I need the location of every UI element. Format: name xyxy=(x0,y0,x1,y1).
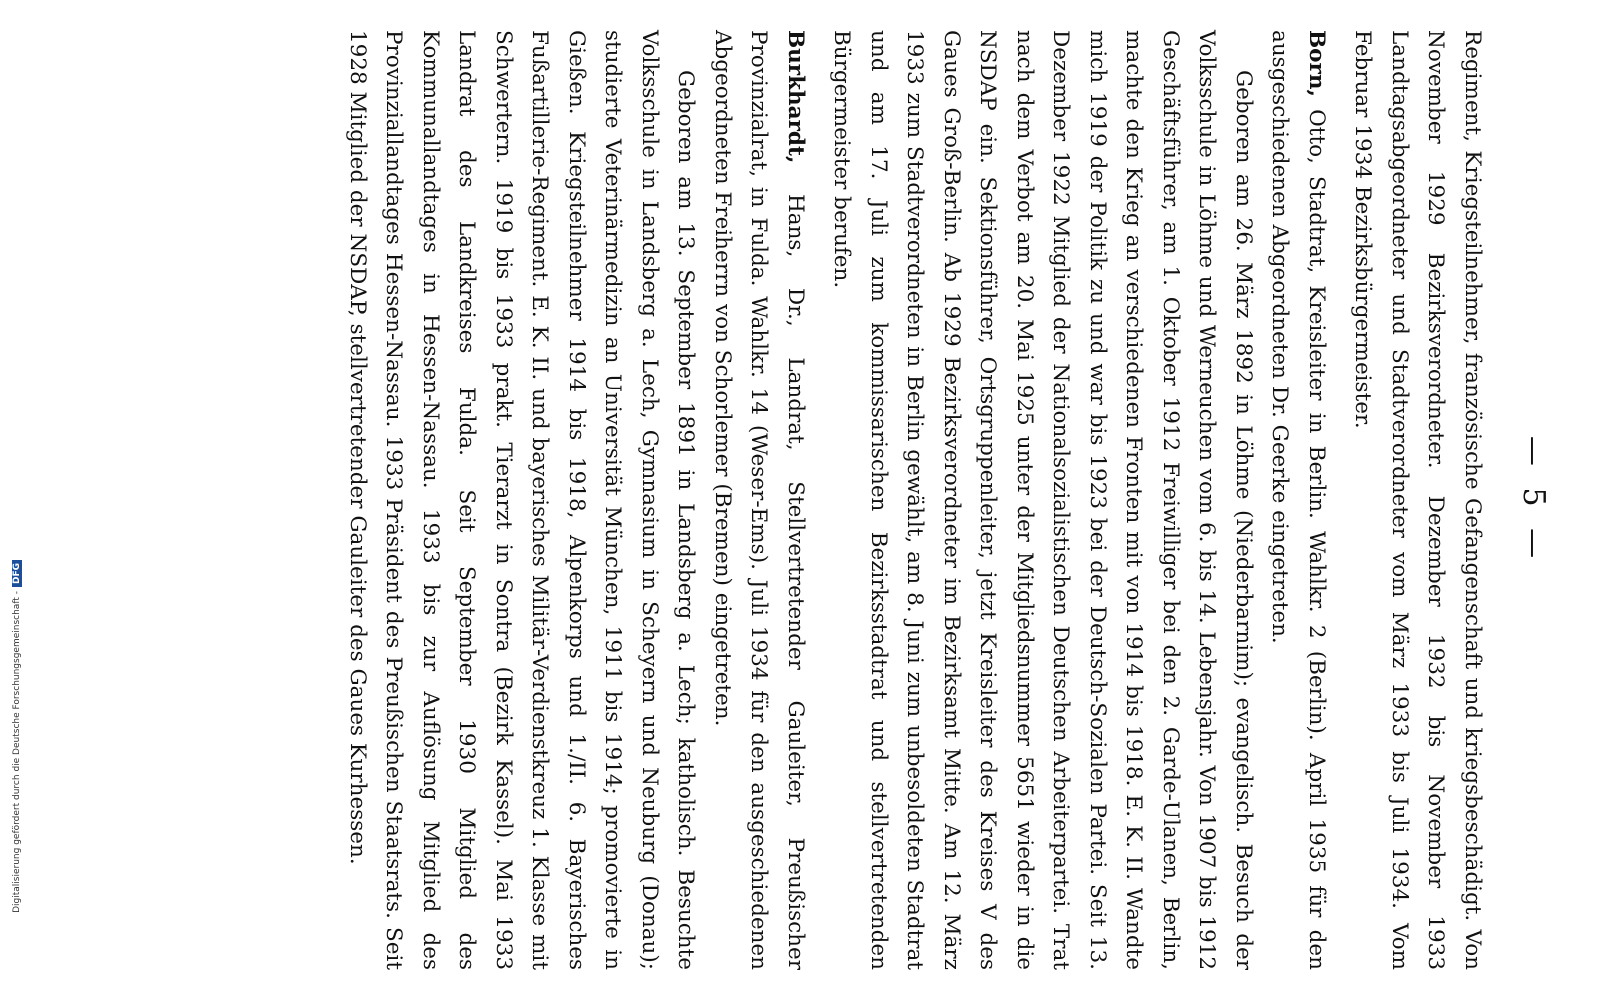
page-number: — 5 — xyxy=(1515,435,1551,565)
credit-text: Digitalisierung gefördert durch die Deutsche Forschungsgemeinschaft - xyxy=(12,591,22,913)
entry-burkhardt xyxy=(338,30,813,970)
scanned-page xyxy=(131,30,1551,970)
entry-header-text: Hans, Dr., Landrat, Stellvertretender Gauleiter, Preußischer Provinzialrat, in Fulda. Wahlkr. 14 (Weser-Ems). Juli 1934 für den ausgeschiedenen Abgeordneten Freiherrn von Schorlemer (Bremen) eingetreten. xyxy=(709,30,808,970)
continuation-paragraph: Regiment, Kriegsteilnehmer, französische Gefangenschaft und kriegsbeschädigt. Von November 1929 Bezirksverordneter. Dezember 1932 bis November 1933 Landtagsabgeordneter und Stadtverordneter vom März 1933 bis Juli 1934. Vom Februar 1934 Bezirksbürgermeister. xyxy=(1350,30,1485,970)
entry-biography: Geboren am 26. März 1892 in Löhme (Niederbarnim); evangelisch. Besuch der Volksschule in Löhme und Werneuchen vom 6. bis 14. Lebensjahr. Von 1907 bis 1912 Geschäftsführer, am 1. Oktober 1912 Freiwilliger bei den 2. Garde-Ulanen, Berlin, machte den Krieg an verschiedenen Fronten mit von 1914 bis 1918. E. K. II. Wandte mich 1919 der Politik zu und war bis 1923 bei der Deutsch-Sozialen Partei. Seit 13. Dezember 1922 Mitglied der Nationalsozialistischen Deutschen Arbeiterpartei. Trat nach dem Verbot am 20. Mai 1925 unter der Mitgliedsnummer 5651 wieder in die NSDAP ein. Sektionsführer, Ortsgruppenleiter, jetzt Kreisleiter des Kreises V des Gaues Groß-Berlin. Ab 1929 Bezirksverordneter im Bezirksamt Mitte. Am 12. März 1933 zum Stadtverordneten in Berlin gewählt, am 8. Juni zum unbesoldeten Stadtrat und am 17. Juli zum kommissarischen Bezirksstadtrat und stellvertretenden Bürgermeister berufen. xyxy=(829,30,1256,970)
entry-header-text: Otto, Stadtrat, Kreisleiter in Berlin. Wahlkr. 2 (Berlin). April 1935 für den ausgeschiedenen Abgeordneten Dr. Geerke eingetreten. xyxy=(1267,30,1329,970)
entry-header xyxy=(703,30,813,970)
entry-name: Born, xyxy=(1303,30,1329,97)
entry-biography: Geboren am 13. September 1891 in Landsberg a. Lech; katholisch. Besuchte Volksschule in Landsberg a. Lech, Gymnasium in Scheyern und Neuburg (Donau); studierte Veterinärmedizin an Universität München, 1911 bis 1914; promovierte in Gießen. Kriegsteilnehmer 1914 bis 1918, Alpenkorps und 1./II. 6. Bayerisches Fußartillerie-Regiment. E. K. II. und bayerisches Militär-Verdienstkreuz 1. Klasse mit Schwertern. 1919 bis 1933 prakt. Tierarzt in Sontra (Bezirk Kassel). Mai 1933 Landrat des Landkreises Fulda. Seit September 1930 Mitglied des Kommunallandtages in Hessen-Nassau. 1933 bis zur Auflösung Mitglied des Provinziallandtages Hessen-Nassau. 1933 Präsident des Preußischen Staatsrats. Seit 1928 Mitglied der NSDAP, stellvertretender Gauleiter des Gaues Kurhessen. xyxy=(344,30,698,970)
entry-name: Burkhardt, xyxy=(782,30,808,164)
entry-header xyxy=(1261,30,1334,970)
dfg-logo: DFG xyxy=(12,560,22,587)
page-body xyxy=(338,30,1490,970)
digitization-credit xyxy=(2,560,32,1000)
entry-born xyxy=(823,30,1334,970)
